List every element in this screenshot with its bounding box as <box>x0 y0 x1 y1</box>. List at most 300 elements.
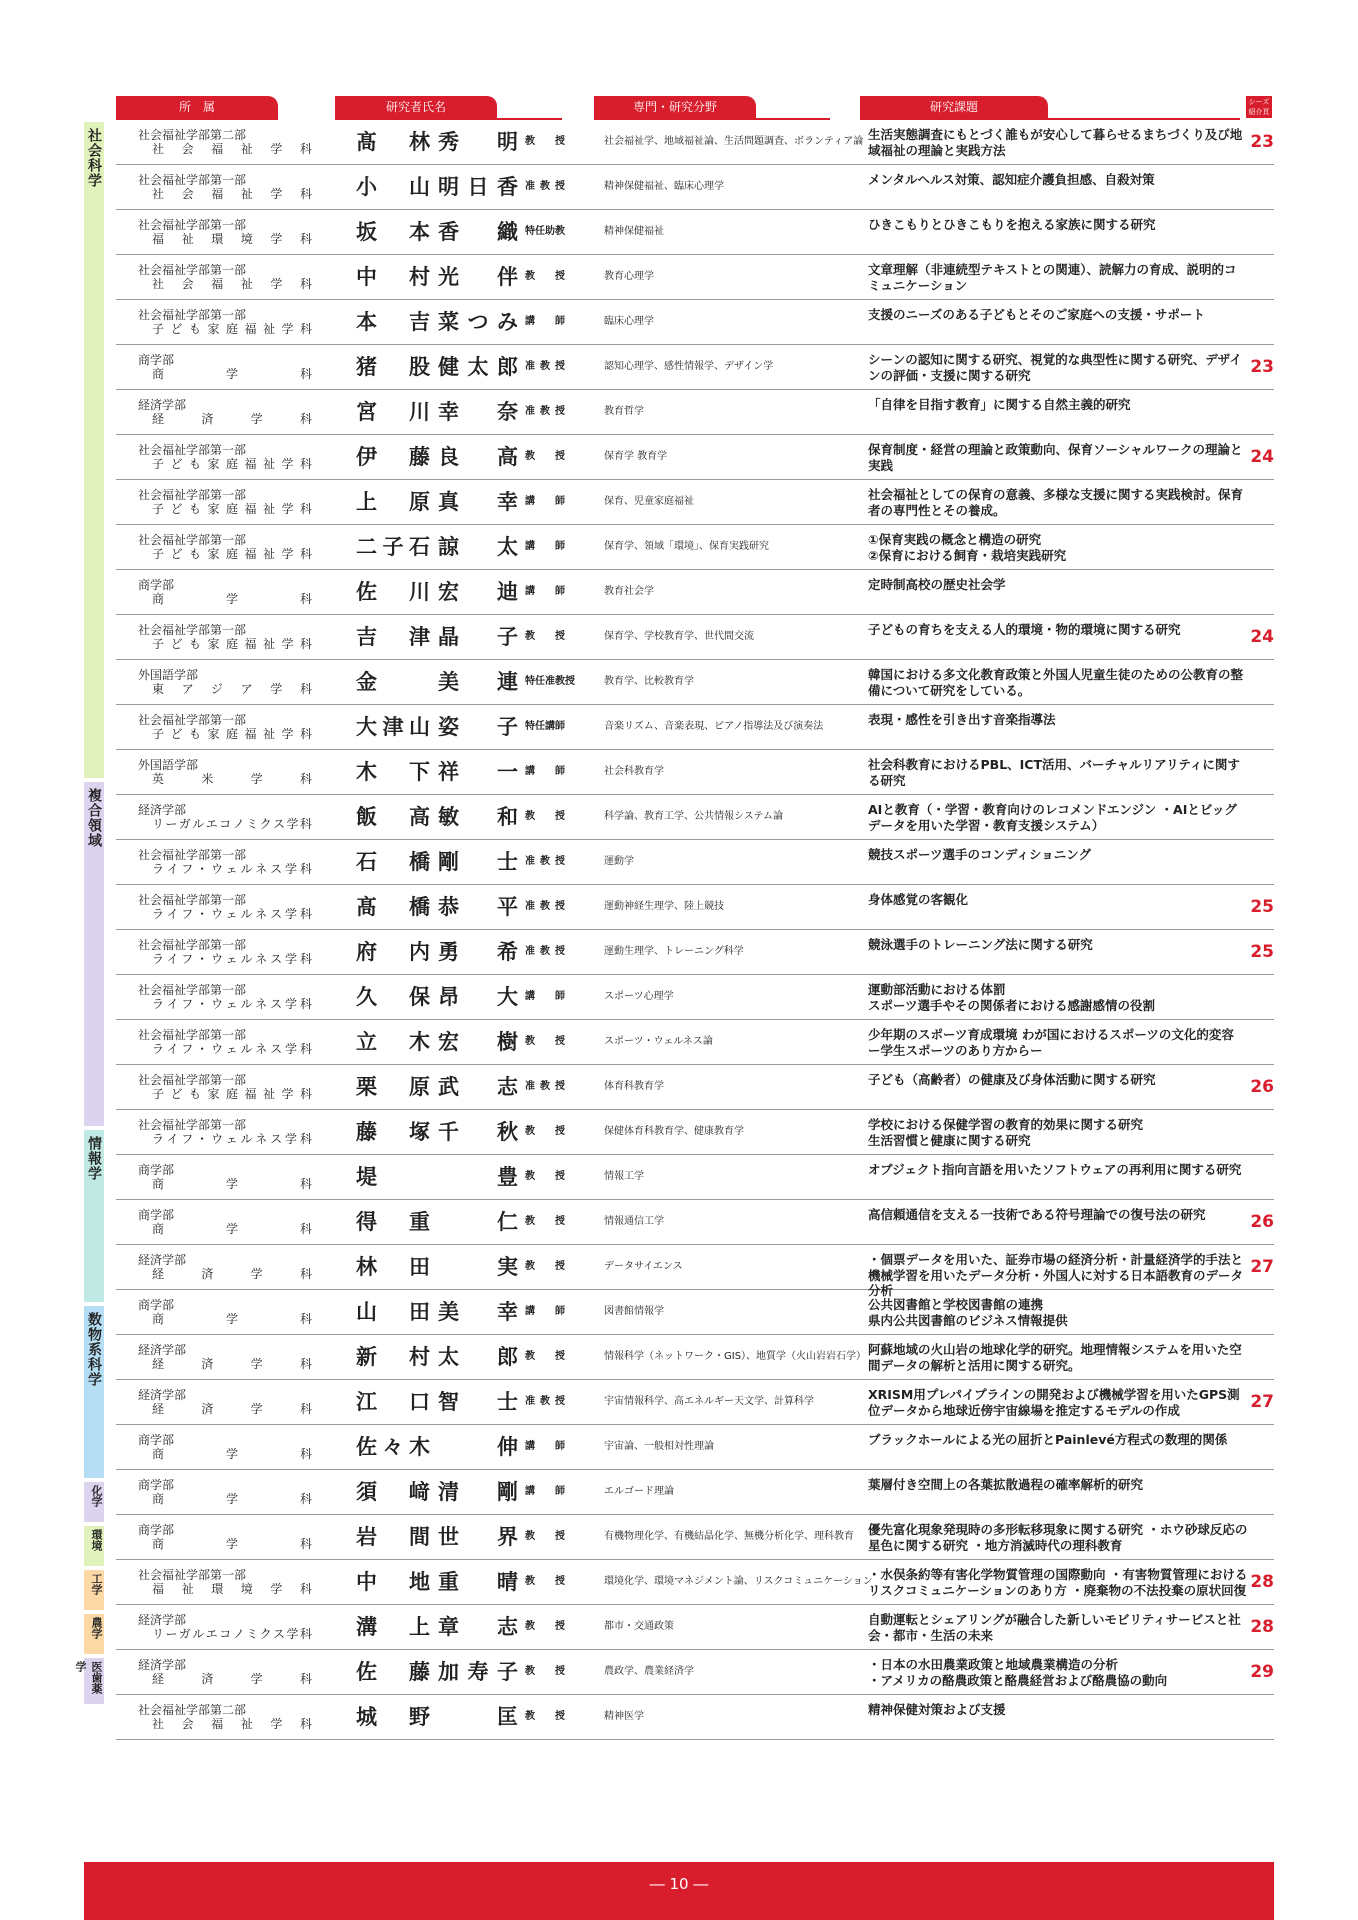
affiliation <box>138 938 348 966</box>
seeds-page-number: 23 <box>1250 132 1274 152</box>
sub-department: 商学科 <box>152 1492 312 1506</box>
research-field: 宇宙論、一般相対性理論 <box>604 1441 714 1452</box>
department: 経済学部 <box>138 1658 187 1672</box>
sub-department: 商学科 <box>152 1177 312 1191</box>
affiliation <box>138 1658 348 1686</box>
department: 社会福祉学部第一部 <box>138 308 247 322</box>
table-row <box>116 1515 1274 1560</box>
department: 商学部 <box>138 353 175 367</box>
seeds-page-number: 29 <box>1250 1662 1274 1682</box>
research-field: 農政学、農業経済学 <box>604 1666 694 1677</box>
seeds-page-number: 28 <box>1250 1572 1274 1592</box>
research-field: 都市・交通政策 <box>604 1621 674 1632</box>
department: 社会福祉学部第一部 <box>138 1028 247 1042</box>
affiliation <box>138 1343 348 1371</box>
category-chemistry: 化学 <box>84 1482 104 1522</box>
family-name: 府内 <box>356 940 430 964</box>
sub-department: 社会福祉学科 <box>152 187 312 201</box>
given-name: 祥一 <box>438 760 518 784</box>
department: 外国語学部 <box>138 758 199 772</box>
family-name: 岩間 <box>356 1525 430 1549</box>
research-topic: ・日本の水田農業政策と地域農業構造の分析 ・アメリカの酪農政策と酪農経営および酪農協の動向 <box>868 1657 1168 1688</box>
table-row <box>116 660 1274 705</box>
seeds-page-number: 27 <box>1250 1392 1274 1412</box>
given-name: 香織 <box>438 220 518 244</box>
table-row <box>116 750 1274 795</box>
family-name: 大津山 <box>356 715 430 739</box>
department: 社会福祉学部第一部 <box>138 1118 247 1132</box>
category-environment: 環境 <box>84 1526 104 1566</box>
seeds-page-number: 24 <box>1250 447 1274 467</box>
academic-rank: 教授 <box>525 631 565 642</box>
category-engineering: 工学 <box>84 1570 104 1610</box>
family-name: 本吉 <box>356 310 430 334</box>
sub-department: 東アジア学科 <box>152 682 312 696</box>
table-row <box>116 1290 1274 1335</box>
academic-rank: 教授 <box>525 1216 565 1227</box>
academic-rank: 准教授 <box>525 946 565 957</box>
academic-rank: 教授 <box>525 811 565 822</box>
affiliation <box>138 623 348 651</box>
family-name: 堤 <box>356 1165 377 1189</box>
given-name: 清剛 <box>438 1480 518 1504</box>
department: 社会福祉学部第一部 <box>138 218 247 232</box>
category-informatics: 情報学 <box>84 1130 104 1302</box>
given-name: 宏樹 <box>438 1030 518 1054</box>
sub-department: 商学科 <box>152 1312 312 1326</box>
header-topic: 研究課題 <box>860 96 1048 118</box>
department: 社会福祉学部第一部 <box>138 713 247 727</box>
given-name: 美幸 <box>438 1300 518 1324</box>
academic-rank: 准教授 <box>525 181 565 192</box>
category-medical: 医歯薬学 <box>84 1658 104 1704</box>
department: 商学部 <box>138 1433 175 1447</box>
family-name: 佐川 <box>356 580 430 604</box>
research-field: スポーツ心理学 <box>604 991 674 1002</box>
department: 社会福祉学部第一部 <box>138 623 247 637</box>
given-name: 諒太 <box>438 535 518 559</box>
research-topic: 葉層付き空間上の各葉拡散過程の確率解析的研究 <box>868 1477 1144 1492</box>
family-name: 金 <box>356 670 377 694</box>
research-topic: 優先富化現象発現時の多形転移現象に関する研究 ・ホウ砂球反応の星色に関する研究 ・地方消滅時代の理科教育 <box>868 1522 1248 1553</box>
family-name: 髙林 <box>356 130 430 154</box>
family-name: 吉津 <box>356 625 430 649</box>
research-topic: 子ども（高齢者）の健康及び身体活動に関する研究 <box>868 1072 1156 1087</box>
academic-rank: 特任助教 <box>525 226 565 237</box>
affiliation <box>138 533 348 561</box>
table-row <box>116 1065 1274 1110</box>
table-row <box>116 255 1274 300</box>
given-name: 太郎 <box>438 1345 518 1369</box>
table-row <box>116 1110 1274 1155</box>
table-row <box>116 1200 1274 1245</box>
department: 経済学部 <box>138 398 187 412</box>
department: 社会福祉学部第一部 <box>138 938 247 952</box>
given-name: 真幸 <box>438 490 518 514</box>
family-name: 坂本 <box>356 220 430 244</box>
academic-rank: 教授 <box>525 1036 565 1047</box>
affiliation <box>138 578 348 606</box>
department: 社会福祉学部第一部 <box>138 848 247 862</box>
given-name: 世界 <box>438 1525 518 1549</box>
research-topic: 韓国における多文化教育政策と外国人児童生徒のための公教育の整備について研究をしている。 <box>868 667 1244 698</box>
affiliation <box>138 1118 348 1146</box>
research-topic: 支援のニーズのある子どもとそのご家庭への支援・サポート <box>868 307 1205 322</box>
affiliation <box>138 1613 348 1641</box>
research-topic: 競技スポーツ選手のコンディショニング <box>868 847 1092 862</box>
affiliation <box>138 1163 348 1191</box>
affiliation <box>138 308 348 336</box>
research-field: 教育心理学 <box>604 271 654 282</box>
sub-department: 社会福祉学科 <box>152 1717 312 1731</box>
affiliation <box>138 128 348 156</box>
department: 社会福祉学部第一部 <box>138 443 247 457</box>
family-name: 立木 <box>356 1030 430 1054</box>
research-field: 体育科教育学 <box>604 1081 664 1092</box>
research-topic: 高信頼通信を支える一技術である符号理論での復号法の研究 <box>868 1207 1206 1222</box>
given-name: 智士 <box>438 1390 518 1414</box>
affiliation <box>138 803 348 831</box>
family-name: 伊藤 <box>356 445 430 469</box>
family-name: 木下 <box>356 760 430 784</box>
affiliation <box>138 1073 348 1101</box>
sub-department: 商学科 <box>152 592 312 606</box>
department: 社会福祉学部第一部 <box>138 1073 247 1087</box>
given-name: 明日香 <box>438 175 518 199</box>
given-name: 幸奈 <box>438 400 518 424</box>
research-topic: 保育制度・経営の理論と政策動向、保育ソーシャルワークの理論と実践 <box>868 442 1243 473</box>
given-name: 良高 <box>438 445 518 469</box>
seeds-page-number: 26 <box>1250 1077 1274 1097</box>
table-row <box>116 300 1274 345</box>
department: 商学部 <box>138 1298 175 1312</box>
table-row <box>116 705 1274 750</box>
category-math-physics: 数物系科学 <box>84 1306 104 1478</box>
research-topic: 身体感覚の客観化 <box>868 892 969 907</box>
given-name: 晶子 <box>438 625 518 649</box>
research-topic: ひきこもりとひきこもりを抱える家族に関する研究 <box>868 217 1156 232</box>
department: 経済学部 <box>138 1343 187 1357</box>
research-field: 保育学 教育学 <box>604 451 668 462</box>
given-name: 健太郎 <box>438 355 518 379</box>
table-row <box>116 1335 1274 1380</box>
given-name: 章志 <box>438 1615 518 1639</box>
research-field: データサイエンス <box>604 1261 683 1272</box>
sub-department: 経済学科 <box>152 1267 312 1281</box>
research-topic: 社会福祉としての保育の意義、多様な支援に関する実践検討。保育者の専門性とその養成。 <box>868 487 1244 518</box>
research-topic: ①保育実践の概念と構造の研究 ②保育における飼育・栽培実践研究 <box>868 532 1067 563</box>
research-topic: 学校における保健学習の教育的効果に関する研究 生活習慣と健康に関する研究 <box>868 1117 1144 1148</box>
table-row <box>116 1245 1274 1298</box>
affiliation <box>138 1478 348 1506</box>
research-field: 科学論、教育工学、公共情報システム論 <box>604 811 783 822</box>
category-complex-field: 複合領域 <box>84 782 104 1126</box>
given-name: 武志 <box>438 1075 518 1099</box>
given-name: 美連 <box>438 670 518 694</box>
affiliation <box>138 1253 348 1281</box>
sub-department: 経済学科 <box>152 412 312 426</box>
sub-department: リーガルエコノミクス学科 <box>152 817 312 831</box>
table-row <box>116 435 1274 480</box>
academic-rank: 教授 <box>525 1666 565 1677</box>
department: 商学部 <box>138 578 175 592</box>
department: 社会福祉学部第二部 <box>138 1703 247 1717</box>
given-name: 秀明 <box>438 130 518 154</box>
department: 外国語学部 <box>138 668 199 682</box>
family-name: 江口 <box>356 1390 430 1414</box>
academic-rank: 講師 <box>525 766 565 777</box>
affiliation <box>138 983 348 1011</box>
affiliation <box>138 713 348 741</box>
table-row <box>116 1650 1274 1695</box>
affiliation <box>138 488 348 516</box>
table-row <box>116 525 1274 570</box>
department: 社会福祉学部第一部 <box>138 983 247 997</box>
sub-department: ライフ・ウェルネス学科 <box>152 997 312 1011</box>
given-name: 敏和 <box>438 805 518 829</box>
given-name: 恭平 <box>438 895 518 919</box>
header-seeds-page: シーズ 紹介頁 <box>1246 96 1272 118</box>
academic-rank: 教授 <box>525 1621 565 1632</box>
research-field: 精神保健福祉 <box>604 226 664 237</box>
research-field: 宇宙情報科学、高エネルギー天文学、計算科学 <box>604 1396 814 1407</box>
department: 社会福祉学部第二部 <box>138 128 247 142</box>
affiliation <box>138 443 348 471</box>
research-topic: AIと教育（・学習・教育向けのレコメンドエンジン ・AIとビッグデータを用いた学習・教育支援システム） <box>868 802 1237 833</box>
family-name: 髙橋 <box>356 895 430 919</box>
research-topic: シーンの認知に関する研究、視覚的な典型性に関する研究、デザインの評価・支援に関する研究 <box>868 352 1242 383</box>
header-researcher: 研究者氏名 <box>335 96 497 118</box>
table-row <box>116 345 1274 390</box>
family-name: 得重 <box>356 1210 430 1234</box>
research-topic: ・個票データを用いた、証券市場の経済分析・計量経済学的手法と機械学習を用いたデータ分析・外国人に対する日本語教育のデータ分析 <box>868 1252 1244 1298</box>
family-name: 城野 <box>356 1705 430 1729</box>
given-name: 菜つみ <box>438 310 518 334</box>
family-name: 新村 <box>356 1345 430 1369</box>
research-topic: 生活実態調査にもとづく誰もが安心して暮らせるまちづくり及び地域福祉の理論と実践方法 <box>868 127 1243 158</box>
academic-rank: 准教授 <box>525 361 565 372</box>
academic-rank: 教授 <box>525 1171 565 1182</box>
table-row <box>116 165 1274 210</box>
sub-department: ライフ・ウェルネス学科 <box>152 907 312 921</box>
academic-rank: 講師 <box>525 1306 565 1317</box>
family-name: 飯高 <box>356 805 430 829</box>
family-name: 須﨑 <box>356 1480 430 1504</box>
sub-department: 社会福祉学科 <box>152 277 312 291</box>
academic-rank: 講師 <box>525 586 565 597</box>
table-row <box>116 1425 1274 1470</box>
department: 社会福祉学部第一部 <box>138 1568 247 1582</box>
research-topic: メンタルヘルス対策、認知症介護負担感、自殺対策 <box>868 172 1155 187</box>
sub-department: 福祉環境学科 <box>152 232 312 246</box>
affiliation <box>138 668 348 696</box>
sub-department: 商学科 <box>152 1447 312 1461</box>
table-row <box>116 930 1274 975</box>
sub-department: 子ども家庭福祉学科 <box>152 502 312 516</box>
affiliation <box>138 1568 348 1596</box>
research-topic: 競泳選手のトレーニング法に関する研究 <box>868 937 1093 952</box>
academic-rank: 教授 <box>525 1351 565 1362</box>
seeds-page-number: 23 <box>1250 357 1274 377</box>
academic-rank: 講師 <box>525 316 565 327</box>
academic-rank: 准教授 <box>525 856 565 867</box>
department: 経済学部 <box>138 1613 187 1627</box>
academic-rank: 講師 <box>525 496 565 507</box>
academic-rank: 准教授 <box>525 406 565 417</box>
research-field: 図書館情報学 <box>604 1306 664 1317</box>
research-topic: 阿蘇地域の火山岩の地球化学的研究。地理情報システムを用いた空間データの解析と活用に関する研究。 <box>868 1342 1242 1373</box>
sub-department: 子ども家庭福祉学科 <box>152 322 312 336</box>
sub-department: ライフ・ウェルネス学科 <box>152 1042 312 1056</box>
table-row <box>116 1020 1274 1065</box>
table-row <box>116 1560 1274 1605</box>
research-field: 保健体育科教育学、健康教育学 <box>604 1126 744 1137</box>
page-footer <box>84 1862 1274 1920</box>
table-row <box>116 885 1274 930</box>
family-name: 栗原 <box>356 1075 430 1099</box>
department: 商学部 <box>138 1208 175 1222</box>
page-number: ― 10 ― <box>649 1875 709 1893</box>
research-field: 情報科学（ネットワーク・GIS）、地質学（火山岩岩石学） <box>604 1351 867 1362</box>
sub-department: 子ども家庭福祉学科 <box>152 637 312 651</box>
table-row <box>116 1695 1274 1740</box>
sub-department: 英米学科 <box>152 772 312 786</box>
table-row <box>116 1605 1274 1650</box>
family-name: 宮川 <box>356 400 430 424</box>
sub-department: 福祉環境学科 <box>152 1582 312 1596</box>
family-name: 二子石 <box>356 535 430 559</box>
sub-department: 経済学科 <box>152 1402 312 1416</box>
academic-rank: 講師 <box>525 1486 565 1497</box>
research-topic: XRISM用プレパイプラインの開発および機械学習を用いたGPS測位データから地球近傍宇宙線場を推定するモデルの作成 <box>868 1387 1240 1418</box>
given-name: 加寿子 <box>438 1660 518 1684</box>
affiliation <box>138 1523 348 1551</box>
family-name: 藤塚 <box>356 1120 430 1144</box>
table-row <box>116 615 1274 660</box>
research-topic: 自動運転とシェアリングが融合した新しいモビリティサービスと社会・都市・生活の未来 <box>868 1612 1241 1643</box>
affiliation <box>138 173 348 201</box>
academic-rank: 講師 <box>525 991 565 1002</box>
seeds-page-number: 25 <box>1250 897 1274 917</box>
sub-department: 経済学科 <box>152 1672 312 1686</box>
affiliation <box>138 263 348 291</box>
sub-department: ライフ・ウェルネス学科 <box>152 862 312 876</box>
research-topic: 「自律を目指す教育」に関する自然主義的研究 <box>868 397 1131 412</box>
seeds-page-number: 27 <box>1250 1257 1274 1277</box>
table-row <box>116 570 1274 615</box>
research-topic: 運動部活動における体罰 スポーツ選手やその関係者における感謝感情の役割 <box>868 982 1156 1013</box>
affiliation <box>138 1433 348 1461</box>
given-name: 匡 <box>497 1705 518 1729</box>
family-name: 溝上 <box>356 1615 430 1639</box>
family-name: 猪股 <box>356 355 430 379</box>
sub-department: 子ども家庭福祉学科 <box>152 547 312 561</box>
research-field: 保育学、領域「環境」、保育実践研究 <box>604 541 769 552</box>
family-name: 石橋 <box>356 850 430 874</box>
academic-rank: 講師 <box>525 1441 565 1452</box>
affiliation <box>138 758 348 786</box>
sub-department: 社会福祉学科 <box>152 142 312 156</box>
affiliation <box>138 1028 348 1056</box>
research-field: 保育、児童家庭福祉 <box>604 496 694 507</box>
affiliation <box>138 1208 348 1236</box>
research-field: 保育学、学校教育学、世代間交流 <box>604 631 754 642</box>
research-field: 有機物理化学、有機結晶化学、無機分析化学、理科教育 <box>604 1531 854 1542</box>
research-field: 認知心理学、感性情報学、デザイン学 <box>604 361 774 372</box>
given-name: 光伴 <box>438 265 518 289</box>
research-topic: 表現・感性を引き出す音楽指導法 <box>868 712 1056 727</box>
table-row <box>116 390 1274 435</box>
academic-rank: 教授 <box>525 1261 565 1272</box>
given-name: 昂大 <box>438 985 518 1009</box>
sub-department: 子ども家庭福祉学科 <box>152 457 312 471</box>
academic-rank: 講師 <box>525 541 565 552</box>
family-name: 上原 <box>356 490 430 514</box>
given-name: 豊 <box>497 1165 518 1189</box>
research-topic: オブジェクト指向言語を用いたソフトウェアの再利用に関する研究 <box>868 1162 1242 1177</box>
family-name: 小山 <box>356 175 430 199</box>
seeds-page-number: 28 <box>1250 1617 1274 1637</box>
sub-department: 商学科 <box>152 1222 312 1236</box>
table-row <box>116 795 1274 840</box>
affiliation <box>138 218 348 246</box>
research-field: 情報工学 <box>604 1171 644 1182</box>
table-row <box>116 1155 1274 1200</box>
sub-department: 子ども家庭福祉学科 <box>152 727 312 741</box>
sub-department: リーガルエコノミクス学科 <box>152 1627 312 1641</box>
seeds-page-number: 26 <box>1250 1212 1274 1232</box>
header-field: 専門・研究分野 <box>594 96 756 118</box>
sub-department: 経済学科 <box>152 1357 312 1371</box>
table-row <box>116 840 1274 885</box>
academic-rank: 教授 <box>525 1531 565 1542</box>
research-field: 教育社会学 <box>604 586 654 597</box>
given-name: 姿子 <box>438 715 518 739</box>
affiliation <box>138 1298 348 1326</box>
academic-rank: 准教授 <box>525 901 565 912</box>
academic-rank: 教授 <box>525 1711 565 1722</box>
academic-rank: 准教授 <box>525 1081 565 1092</box>
researcher-table <box>116 120 1274 1740</box>
research-field: スポーツ・ウェルネス論 <box>604 1036 713 1047</box>
research-field: エルゴード理論 <box>604 1486 674 1497</box>
research-topic: 定時制高校の歴史社会学 <box>868 577 1006 592</box>
academic-rank: 教授 <box>525 1126 565 1137</box>
family-name: 佐々木 <box>356 1435 430 1459</box>
family-name: 久保 <box>356 985 430 1009</box>
family-name: 山田 <box>356 1300 430 1324</box>
given-name: 勇希 <box>438 940 518 964</box>
table-row <box>116 210 1274 255</box>
research-field: 社会福祉学、地域福祉論、生活問題調査、ボランティア論 <box>604 136 864 147</box>
given-name: 伸 <box>497 1435 518 1459</box>
research-field: 情報通信工学 <box>604 1216 664 1227</box>
department: 社会福祉学部第一部 <box>138 488 247 502</box>
affiliation <box>138 1703 348 1731</box>
academic-rank: 特任准教授 <box>525 676 575 687</box>
academic-rank: 教授 <box>525 136 565 147</box>
family-name: 林田 <box>356 1255 430 1279</box>
seeds-page-number: 24 <box>1250 627 1274 647</box>
research-topic: ・水俣条約等有害化学物質管理の国際動向 ・有害物質管理におけるリスクコミュニケーションのあり方 ・廃棄物の不法投棄の原状回復 <box>868 1567 1248 1598</box>
affiliation <box>138 848 348 876</box>
department: 経済学部 <box>138 803 187 817</box>
header-affiliation: 所 属 <box>116 96 278 118</box>
department: 商学部 <box>138 1478 175 1492</box>
research-topic: ブラックホールによる光の屈折とPainlevé方程式の数理的関係 <box>868 1432 1228 1447</box>
department: 社会福祉学部第一部 <box>138 173 247 187</box>
research-field: 運動生理学、トレーニング科学 <box>604 946 744 957</box>
